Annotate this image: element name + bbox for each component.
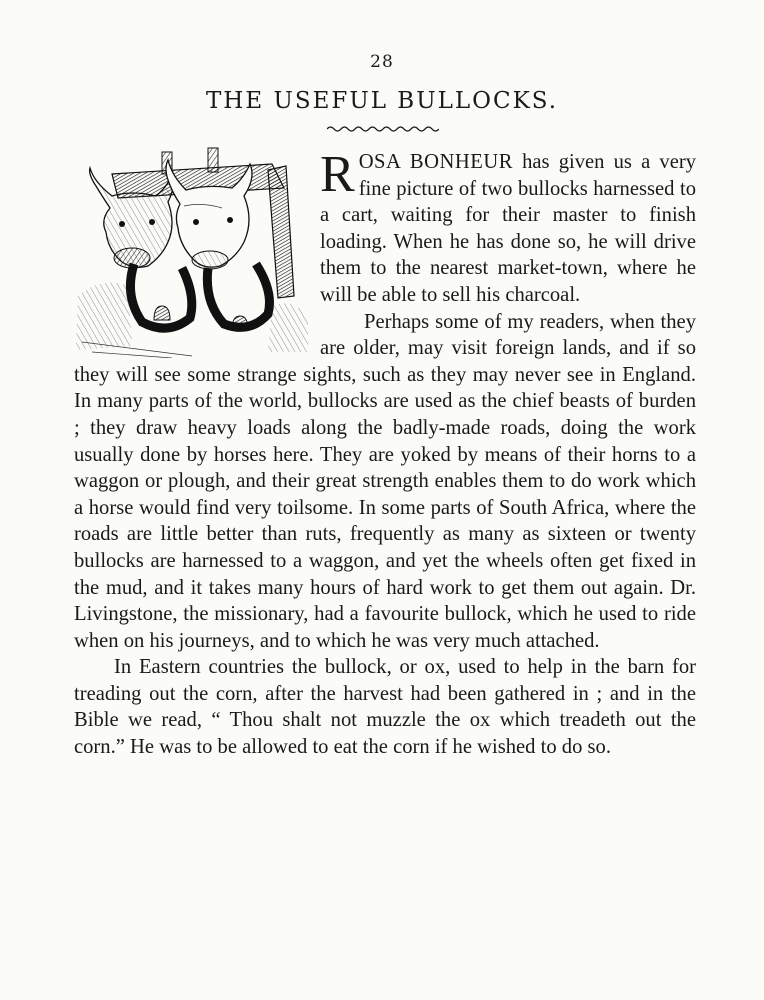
paragraph-1-lead: OSA BONHEUR — [358, 151, 513, 173]
body-text — [74, 146, 696, 761]
chapter-title: THE USEFUL BULLOCKS. — [205, 88, 559, 114]
drop-cap: R — [320, 146, 355, 203]
illustration-space — [74, 149, 320, 361]
paragraph-1-text: has given us a very fine picture of two bullocks harnessed to a cart, waiting for their master to finish loading. When he has done so, he will drive them to the nearest market-town, where he will be able to sell his charcoal. — [320, 151, 696, 306]
paragraph-2: Perhaps some of my readers, when they are older, may visit foreign lands, and if so they will see some strange sights, such as they may never see in England. In many parts of the world, bullocks are used as the chief beasts of burden ; they draw heavy loads along the badly-made roads, doing the work usually done by horses here. They are yoked by means of their horns to a waggon or plough, and their great strength enables them to do work which a horse would find very toilsome. In some parts of South Africa, where the roads are little better than ruts, frequently as many as sixteen or twenty bullocks are harnessed to a waggon, and yet the wheels often get fixed in the mud, and it takes many hours of hard work to get them out again. Dr. Livingstone, the missionary, had a favourite bullock, which he used to ride when on his journeys, and to which he was very much attached. — [74, 310, 696, 652]
wavy-rule-ornament — [327, 124, 439, 134]
paragraph-3: In Eastern countries the bullock, or ox, used to help in the barn for treading out the corn, after the harvest had been gathered in ; and in the Bible we read, “ Thou shalt not muzzle the ox which treadeth out the corn.” He was to be allowed to eat the corn if he wished to do so. — [74, 656, 696, 759]
page-number: 28 — [370, 52, 394, 72]
